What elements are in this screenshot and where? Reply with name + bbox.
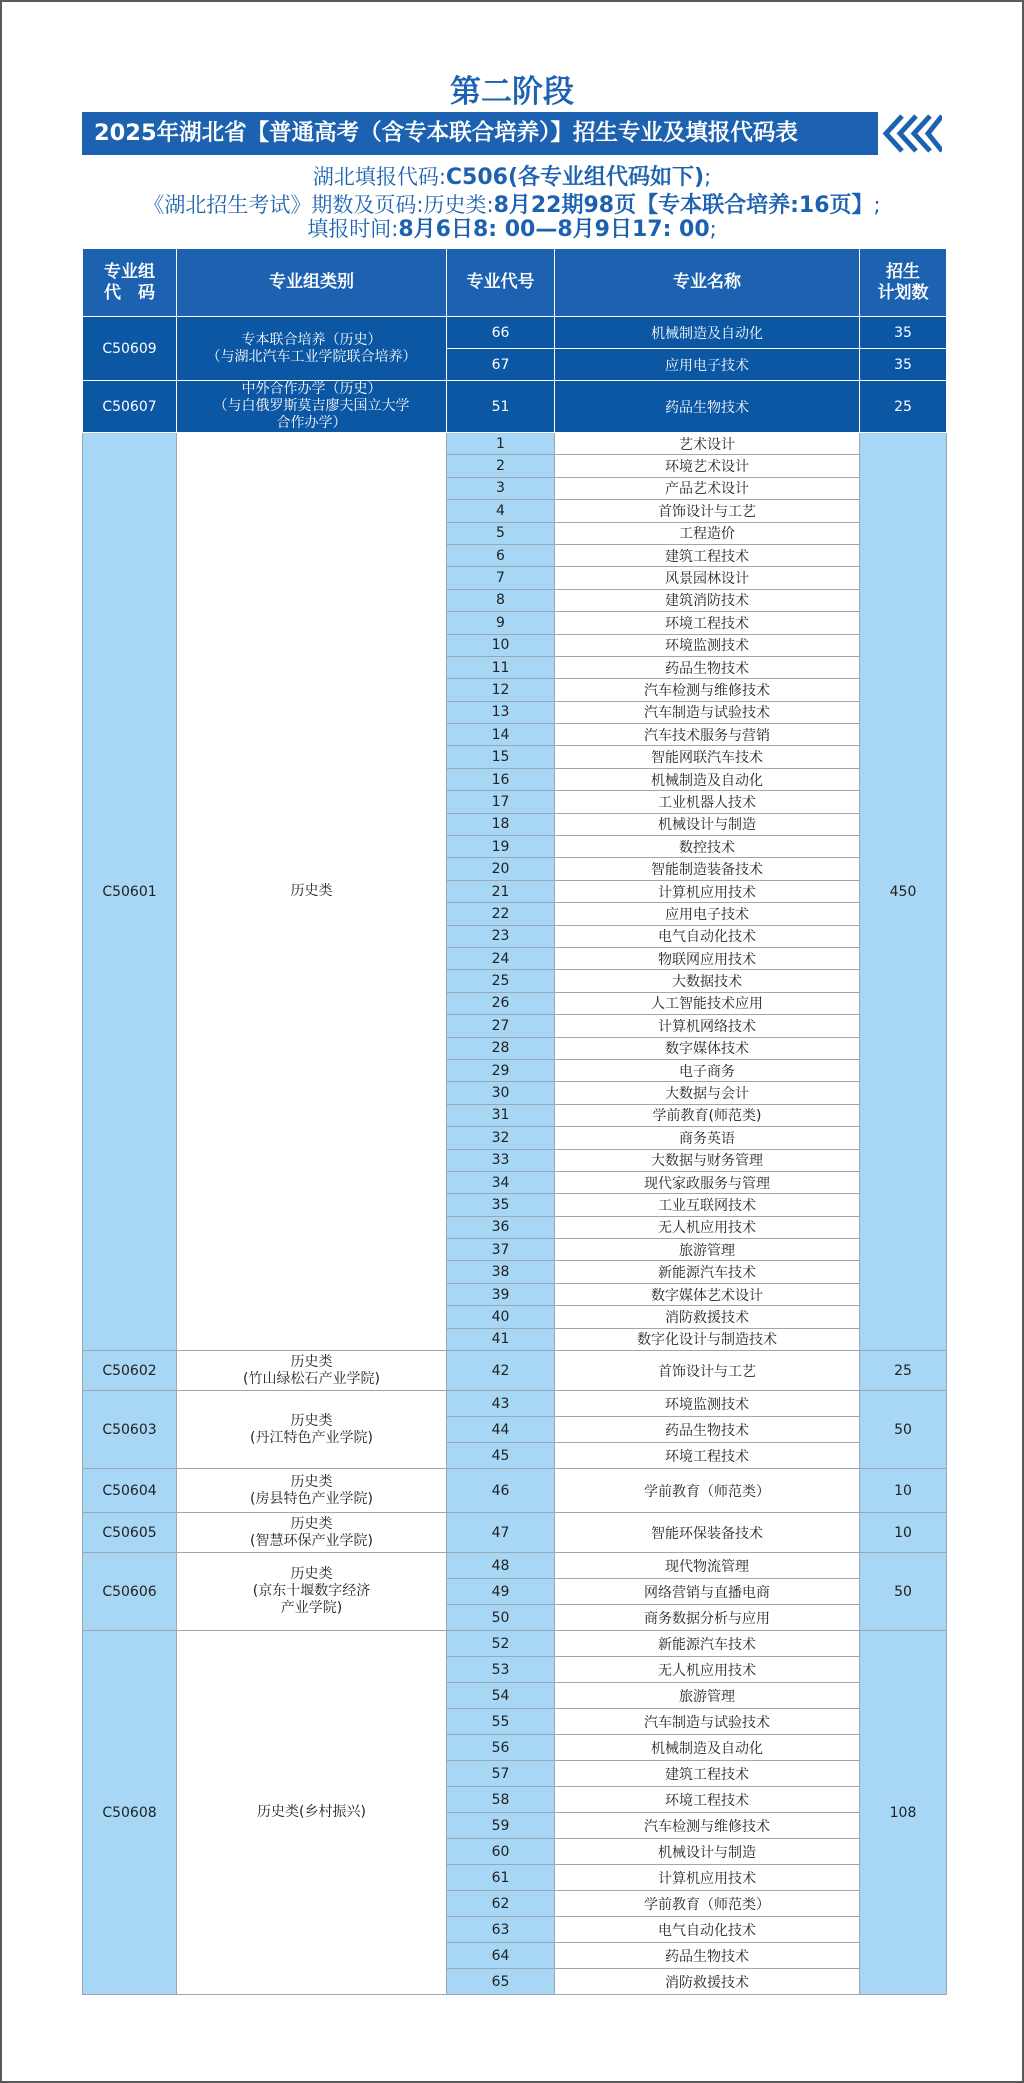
major-code-cell: 25 — [447, 970, 555, 992]
header-major-name: 专业名称 — [555, 249, 860, 317]
major-code-cell: 66 — [447, 317, 555, 349]
major-code-cell: 59 — [447, 1813, 555, 1839]
major-name-cell: 机械制造及自动化 — [555, 768, 860, 790]
major-code-cell: 67 — [447, 349, 555, 381]
major-code-cell: 5 — [447, 522, 555, 544]
major-code-cell: 8 — [447, 589, 555, 611]
major-code-cell: 10 — [447, 634, 555, 656]
major-name-cell: 汽车制造与试验技术 — [555, 1709, 860, 1735]
fill-code-value: C506(各专业组代码如下) — [445, 165, 705, 190]
major-code-cell: 41 — [447, 1328, 555, 1350]
major-code-cell: 35 — [447, 1194, 555, 1216]
plan-count-cell: 10 — [860, 1513, 947, 1553]
table-row — [83, 381, 947, 433]
major-name-cell: 大数据技术 — [555, 970, 860, 992]
major-name-cell: 药品生物技术 — [555, 1417, 860, 1443]
fill-time-line — [0, 215, 1024, 243]
major-code-cell: 30 — [447, 1082, 555, 1104]
group-code-cell: C50601 — [83, 433, 177, 1351]
major-code-cell: 50 — [447, 1605, 555, 1631]
fill-time-end: ; — [709, 217, 717, 241]
major-code-cell: 11 — [447, 656, 555, 678]
group-code-cell: C50606 — [83, 1553, 177, 1631]
major-code-cell: 40 — [447, 1306, 555, 1328]
group-category-cell: 历史类 — [177, 433, 447, 1351]
major-code-cell: 7 — [447, 567, 555, 589]
group-category-cell: 历史类 (京东十堰数字经济 产业学院) — [177, 1553, 447, 1631]
major-code-cell: 48 — [447, 1553, 555, 1579]
major-name-cell: 学前教育(师范类) — [555, 1104, 860, 1126]
major-code-cell: 42 — [447, 1351, 555, 1391]
major-name-cell: 环境工程技术 — [555, 1787, 860, 1813]
major-code-cell: 56 — [447, 1735, 555, 1761]
major-code-cell: 65 — [447, 1969, 555, 1995]
major-name-cell: 计算机网络技术 — [555, 1015, 860, 1037]
major-name-cell: 首饰设计与工艺 — [555, 500, 860, 522]
major-code-cell: 45 — [447, 1443, 555, 1469]
major-code-cell: 58 — [447, 1787, 555, 1813]
banner-title: 2025年湖北省【普通高考（含专本联合培养）】招生专业及填报代码表 — [82, 112, 942, 155]
major-name-cell: 工业互联网技术 — [555, 1194, 860, 1216]
major-name-cell: 汽车制造与试验技术 — [555, 701, 860, 723]
table-row — [83, 1631, 947, 1657]
major-code-cell: 22 — [447, 903, 555, 925]
major-name-cell: 电气自动化技术 — [555, 925, 860, 947]
major-name-cell: 现代家政服务与管理 — [555, 1171, 860, 1193]
major-code-cell: 20 — [447, 858, 555, 880]
plan-count-cell: 35 — [860, 349, 947, 381]
major-name-cell: 应用电子技术 — [555, 349, 860, 381]
header-plan: 招生 计划数 — [860, 249, 947, 317]
major-code-cell: 62 — [447, 1891, 555, 1917]
group-category-cell: 历史类(乡村振兴) — [177, 1631, 447, 1995]
major-code-cell: 23 — [447, 925, 555, 947]
major-code-cell: 12 — [447, 679, 555, 701]
major-name-cell: 药品生物技术 — [555, 1943, 860, 1969]
stage-title: 第二阶段 — [450, 74, 574, 110]
major-code-cell: 37 — [447, 1239, 555, 1261]
table-row — [83, 433, 947, 455]
plan-count-cell: 450 — [860, 433, 947, 1351]
major-name-cell: 建筑工程技术 — [555, 544, 860, 566]
major-code-cell: 49 — [447, 1579, 555, 1605]
header-category: 专业组类别 — [177, 249, 447, 317]
plan-count-cell: 108 — [860, 1631, 947, 1995]
major-name-cell: 智能制造装备技术 — [555, 858, 860, 880]
major-code-cell: 53 — [447, 1657, 555, 1683]
major-name-cell: 建筑消防技术 — [555, 589, 860, 611]
major-name-cell: 新能源汽车技术 — [555, 1631, 860, 1657]
table-body — [83, 317, 947, 1995]
table-row — [83, 1391, 947, 1417]
major-name-cell: 人工智能技术应用 — [555, 992, 860, 1014]
table-row — [83, 1513, 947, 1553]
major-name-cell: 消防救援技术 — [555, 1306, 860, 1328]
major-name-cell: 应用电子技术 — [555, 903, 860, 925]
group-category-cell: 历史类 (丹江特色产业学院) — [177, 1391, 447, 1469]
plan-count-cell: 10 — [860, 1469, 947, 1513]
group-code-cell: C50609 — [83, 317, 177, 381]
table-row — [83, 1351, 947, 1391]
major-name-cell: 智能环保装备技术 — [555, 1513, 860, 1553]
plan-count-cell: 50 — [860, 1391, 947, 1469]
major-code-cell: 63 — [447, 1917, 555, 1943]
major-name-cell: 旅游管理 — [555, 1239, 860, 1261]
major-code-cell: 17 — [447, 791, 555, 813]
major-code-cell: 14 — [447, 724, 555, 746]
fill-time-value: 8月6日8: 00—8月9日17: 00 — [398, 217, 710, 242]
major-name-cell: 药品生物技术 — [555, 381, 860, 433]
major-name-cell: 学前教育（师范类） — [555, 1469, 860, 1513]
magazine-page-value: 8月22期98页【专本联合培养:16页】 — [493, 193, 874, 218]
major-code-cell: 9 — [447, 612, 555, 634]
major-name-cell: 大数据与会计 — [555, 1082, 860, 1104]
major-code-cell: 51 — [447, 381, 555, 433]
major-name-cell: 数字化设计与制造技术 — [555, 1328, 860, 1350]
plan-count-cell: 25 — [860, 381, 947, 433]
major-code-cell: 44 — [447, 1417, 555, 1443]
major-name-cell: 现代物流管理 — [555, 1553, 860, 1579]
major-name-cell: 物联网应用技术 — [555, 947, 860, 969]
plan-count-cell: 25 — [860, 1351, 947, 1391]
major-name-cell: 智能网联汽车技术 — [555, 746, 860, 768]
major-code-cell: 2 — [447, 455, 555, 477]
major-code-cell: 36 — [447, 1216, 555, 1238]
major-code-cell: 32 — [447, 1127, 555, 1149]
major-name-cell: 电气自动化技术 — [555, 1917, 860, 1943]
major-name-cell: 机械制造及自动化 — [555, 317, 860, 349]
major-name-cell: 汽车检测与维修技术 — [555, 679, 860, 701]
major-code-cell: 4 — [447, 500, 555, 522]
major-code-cell: 64 — [447, 1943, 555, 1969]
major-name-cell: 旅游管理 — [555, 1683, 860, 1709]
major-name-cell: 药品生物技术 — [555, 656, 860, 678]
group-category-cell: 历史类 (房县特色产业学院) — [177, 1469, 447, 1513]
magazine-page-end: ; — [873, 193, 881, 217]
table-row — [83, 1469, 947, 1513]
group-code-cell: C50607 — [83, 381, 177, 433]
admission-table — [82, 248, 947, 1995]
major-name-cell: 机械设计与制造 — [555, 813, 860, 835]
major-code-cell: 15 — [447, 746, 555, 768]
major-name-cell: 商务英语 — [555, 1127, 860, 1149]
major-code-cell: 33 — [447, 1149, 555, 1171]
major-name-cell: 网络营销与直播电商 — [555, 1579, 860, 1605]
major-code-cell: 39 — [447, 1283, 555, 1305]
major-name-cell: 计算机应用技术 — [555, 880, 860, 902]
major-code-cell: 47 — [447, 1513, 555, 1553]
major-name-cell: 无人机应用技术 — [555, 1216, 860, 1238]
major-code-cell: 3 — [447, 477, 555, 499]
group-category-cell: 历史类 (竹山绿松石产业学院) — [177, 1351, 447, 1391]
major-code-cell: 28 — [447, 1037, 555, 1059]
table-header-row — [83, 249, 947, 317]
major-code-cell: 24 — [447, 947, 555, 969]
major-name-cell: 消防救援技术 — [555, 1969, 860, 1995]
group-category-cell: 专本联合培养（历史） （与湖北汽车工业学院联合培养） — [177, 317, 447, 381]
header-major-code: 专业代号 — [447, 249, 555, 317]
fill-code-end: ; — [704, 165, 712, 189]
major-name-cell: 机械制造及自动化 — [555, 1735, 860, 1761]
major-code-cell: 26 — [447, 992, 555, 1014]
major-name-cell: 汽车检测与维修技术 — [555, 1813, 860, 1839]
magazine-page-label: 《湖北招生考试》期数及页码:历史类: — [143, 193, 494, 217]
major-name-cell: 新能源汽车技术 — [555, 1261, 860, 1283]
fill-code-label: 湖北填报代码: — [312, 165, 446, 189]
major-name-cell: 环境艺术设计 — [555, 455, 860, 477]
major-name-cell: 计算机应用技术 — [555, 1865, 860, 1891]
group-code-cell: C50608 — [83, 1631, 177, 1995]
major-name-cell: 环境工程技术 — [555, 612, 860, 634]
plan-count-cell: 35 — [860, 317, 947, 349]
major-name-cell: 无人机应用技术 — [555, 1657, 860, 1683]
group-code-cell: C50604 — [83, 1469, 177, 1513]
major-name-cell: 风景园林设计 — [555, 567, 860, 589]
major-name-cell: 数字媒体艺术设计 — [555, 1283, 860, 1305]
group-category-cell: 中外合作办学（历史） （与白俄罗斯莫吉廖夫国立大学 合作办学） — [177, 381, 447, 433]
major-code-cell: 43 — [447, 1391, 555, 1417]
major-name-cell: 商务数据分析与应用 — [555, 1605, 860, 1631]
major-name-cell: 环境工程技术 — [555, 1443, 860, 1469]
major-code-cell: 19 — [447, 836, 555, 858]
chevron-arrows-icon — [878, 112, 942, 155]
major-name-cell: 学前教育（师范类） — [555, 1891, 860, 1917]
plan-count-cell: 50 — [860, 1553, 947, 1631]
major-name-cell: 艺术设计 — [555, 433, 860, 455]
major-name-cell: 产品艺术设计 — [555, 477, 860, 499]
major-code-cell: 21 — [447, 880, 555, 902]
table-row — [83, 1553, 947, 1579]
major-code-cell: 31 — [447, 1104, 555, 1126]
major-name-cell: 工业机器人技术 — [555, 791, 860, 813]
major-code-cell: 38 — [447, 1261, 555, 1283]
major-name-cell: 首饰设计与工艺 — [555, 1351, 860, 1391]
major-code-cell: 1 — [447, 433, 555, 455]
major-code-cell: 18 — [447, 813, 555, 835]
major-name-cell: 机械设计与制造 — [555, 1839, 860, 1865]
major-name-cell: 电子商务 — [555, 1059, 860, 1081]
major-code-cell: 34 — [447, 1171, 555, 1193]
group-code-cell: C50603 — [83, 1391, 177, 1469]
major-code-cell: 29 — [447, 1059, 555, 1081]
table-row — [83, 317, 947, 349]
major-code-cell: 55 — [447, 1709, 555, 1735]
fill-time-label: 填报时间: — [307, 217, 399, 241]
major-code-cell: 46 — [447, 1469, 555, 1513]
major-name-cell: 环境监测技术 — [555, 634, 860, 656]
major-code-cell: 60 — [447, 1839, 555, 1865]
major-name-cell: 数字媒体技术 — [555, 1037, 860, 1059]
fill-code-line — [0, 163, 1024, 191]
major-name-cell: 工程造价 — [555, 522, 860, 544]
major-code-cell: 6 — [447, 544, 555, 566]
header-group-code: 专业组 代 码 — [83, 249, 177, 317]
major-name-cell: 大数据与财务管理 — [555, 1149, 860, 1171]
major-code-cell: 27 — [447, 1015, 555, 1037]
major-name-cell: 数控技术 — [555, 836, 860, 858]
group-category-cell: 历史类 (智慧环保产业学院) — [177, 1513, 447, 1553]
major-name-cell: 环境监测技术 — [555, 1391, 860, 1417]
major-code-cell: 61 — [447, 1865, 555, 1891]
major-name-cell: 建筑工程技术 — [555, 1761, 860, 1787]
major-name-cell: 汽车技术服务与营销 — [555, 724, 860, 746]
major-code-cell: 52 — [447, 1631, 555, 1657]
major-code-cell: 54 — [447, 1683, 555, 1709]
group-code-cell: C50605 — [83, 1513, 177, 1553]
group-code-cell: C50602 — [83, 1351, 177, 1391]
major-code-cell: 13 — [447, 701, 555, 723]
major-code-cell: 57 — [447, 1761, 555, 1787]
major-code-cell: 16 — [447, 768, 555, 790]
